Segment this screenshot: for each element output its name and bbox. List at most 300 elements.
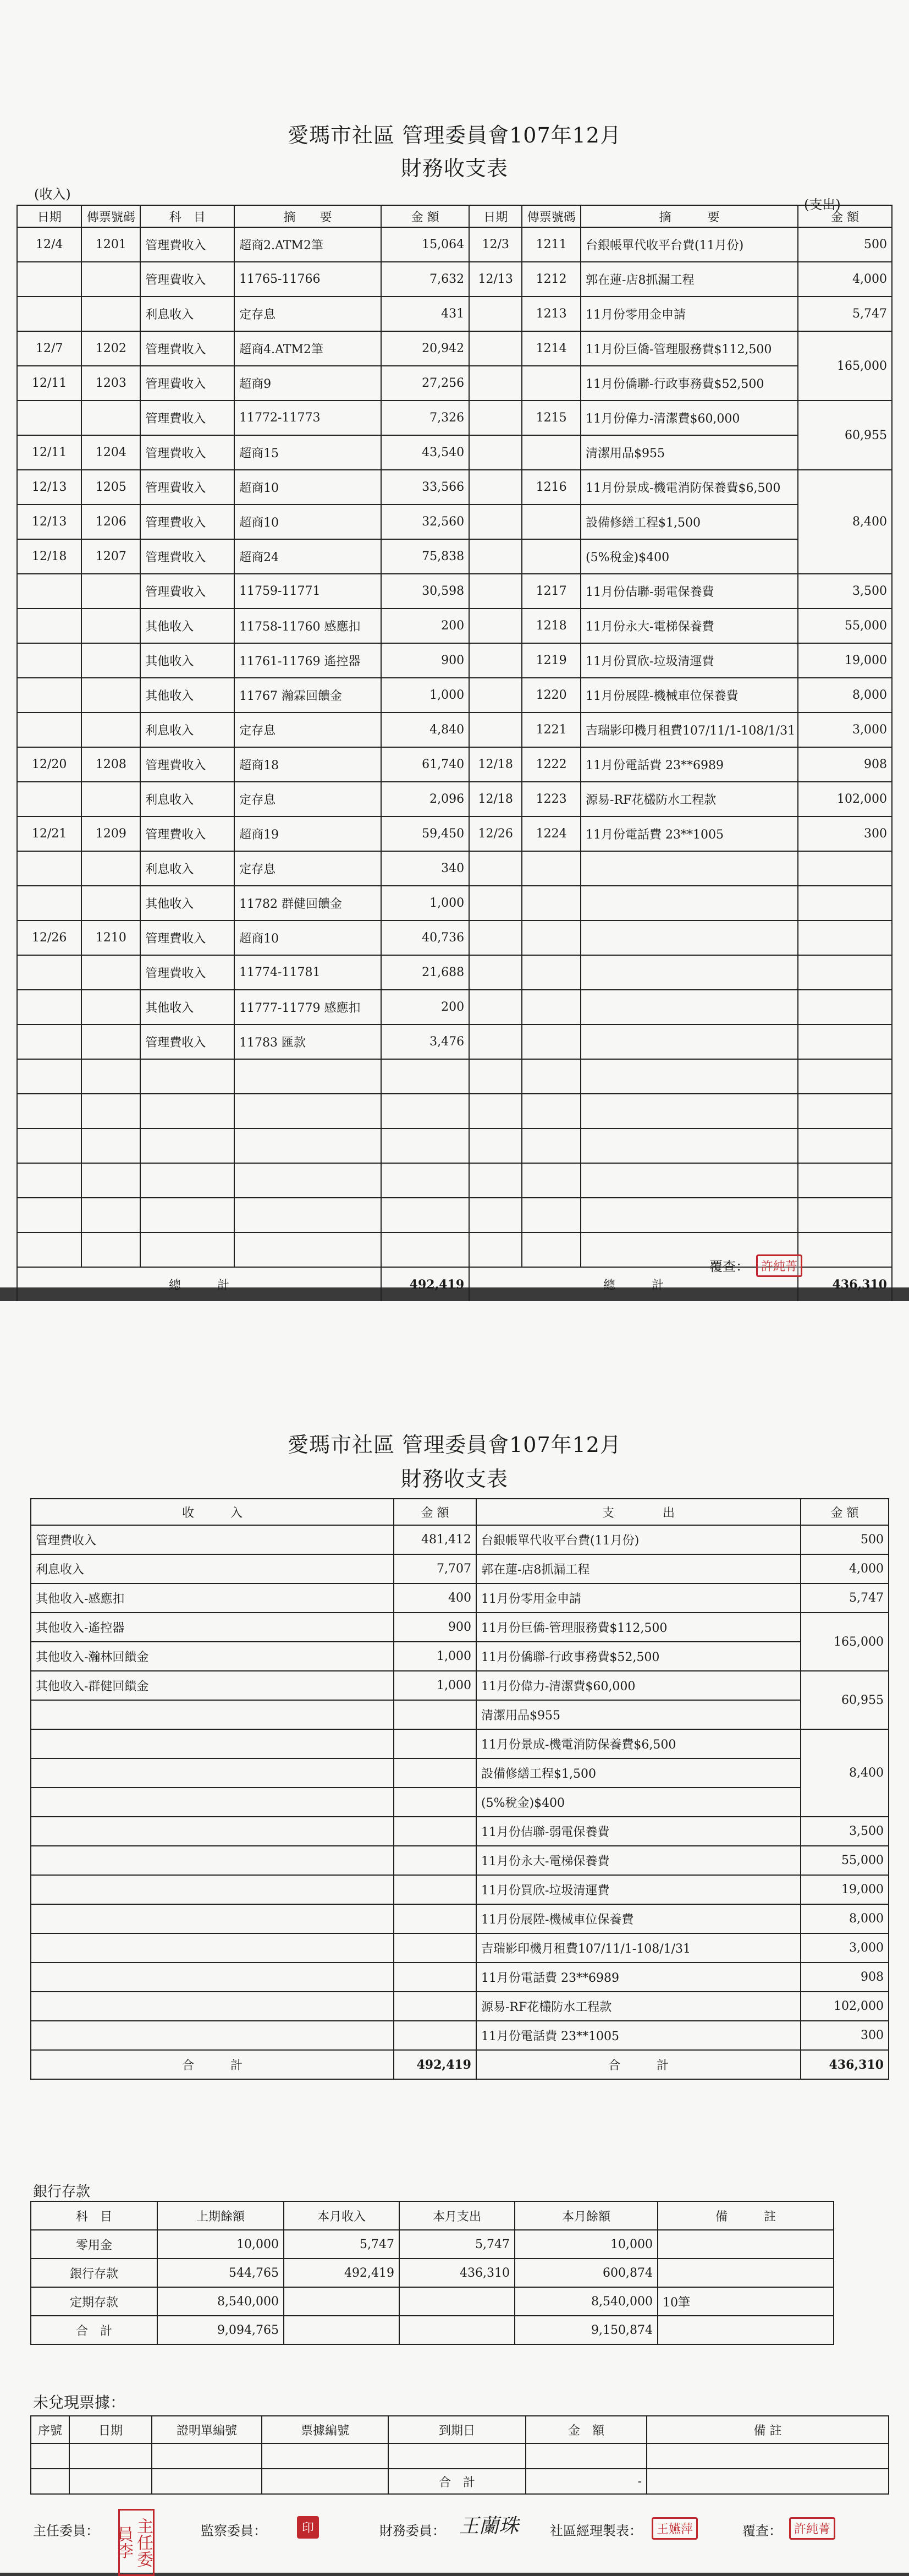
income-cell: 利息收入 <box>140 782 234 816</box>
income-cell: 12/4 <box>17 227 81 262</box>
expense-amount-cell: 55,000 <box>798 609 892 643</box>
expense-cell <box>522 539 581 574</box>
expense-amount-cell: 19,000 <box>798 643 892 678</box>
expense-item-amount: 55,000 <box>801 1846 889 1875</box>
income-cell: 15,064 <box>381 227 469 262</box>
unredeemed-header-cell: 票據編號 <box>262 2416 388 2443</box>
expense-cell: 1215 <box>522 401 581 435</box>
expense-amount-cell <box>798 851 892 886</box>
summary-expense-total-value: 436,310 <box>801 2050 889 2079</box>
expense-cell <box>469 955 522 990</box>
expense-item-label: 11月份巨僑-管理服務費$112,500 <box>476 1613 801 1642</box>
income-cell: 管理費收入 <box>140 816 234 851</box>
income-cell <box>81 782 140 816</box>
expense-amount-cell <box>798 990 892 1024</box>
income-cell: 20,942 <box>381 331 469 366</box>
income-cell <box>234 1094 381 1128</box>
expense-item-label: 11月份永大-電梯保養費 <box>476 1846 801 1875</box>
income-item-amount <box>394 2021 476 2050</box>
income-item-amount <box>394 1817 476 1846</box>
income-cell <box>81 401 140 435</box>
expense-cell <box>522 886 581 920</box>
income-item-amount: 900 <box>394 1613 476 1642</box>
expense-cell: 清潔用品$955 <box>581 435 798 470</box>
expense-cell <box>469 1163 522 1198</box>
table-row <box>31 1583 889 1613</box>
income-cell: 11765-11766 <box>234 262 381 297</box>
table-row <box>31 2316 834 2344</box>
unredeemed-total-label: 合 計 <box>388 2469 526 2494</box>
ledger-header-cell: 金 額 <box>381 205 469 227</box>
income-cell <box>81 955 140 990</box>
income-cell: 11758-11760 感應扣 <box>234 609 381 643</box>
income-cell <box>81 1094 140 1128</box>
monthly-ledger-table <box>16 205 893 1302</box>
unredeemed-total-row <box>31 2469 889 2494</box>
expense-cell: 1219 <box>522 643 581 678</box>
income-cell: 40,736 <box>381 920 469 955</box>
bank-cell: 8,540,000 <box>515 2287 658 2316</box>
expense-amount-cell: 3,000 <box>798 712 892 747</box>
expense-cell <box>469 1059 522 1094</box>
income-item-amount: 7,707 <box>394 1554 476 1583</box>
income-cell: 33,566 <box>381 470 469 505</box>
expense-amount-cell <box>798 886 892 920</box>
expense-amount-cell: 8,000 <box>798 678 892 712</box>
table-row <box>17 227 892 262</box>
income-cell: 管理費收入 <box>140 1024 234 1059</box>
page-2-title: 愛瑪市社區 管理委員會107年12月 <box>288 1433 621 1457</box>
income-item-label <box>31 2021 394 2050</box>
unredeemed-cell <box>31 2469 69 2494</box>
income-cell: 12/20 <box>17 747 81 782</box>
expense-item-amount: 3,000 <box>801 1933 889 1963</box>
income-item-label <box>31 1729 394 1758</box>
income-cell: 200 <box>381 990 469 1024</box>
income-cell: 900 <box>381 643 469 678</box>
income-item-amount: 400 <box>394 1583 476 1613</box>
expense-item-amount: 19,000 <box>801 1875 889 1904</box>
income-item-amount <box>394 1992 476 2021</box>
expense-cell <box>581 1059 798 1094</box>
table-row <box>17 1163 892 1198</box>
expense-cell: 11月份巨僑-管理服務費$112,500 <box>581 331 798 366</box>
income-cell: 1206 <box>81 505 140 539</box>
table-row <box>17 331 892 366</box>
expense-item-label: 吉瑞影印機月租費107/11/1-108/1/31 <box>476 1933 801 1963</box>
expense-cell: 1213 <box>522 297 581 331</box>
income-cell: 管理費收入 <box>140 401 234 435</box>
table-row <box>17 816 892 851</box>
expense-item-label: (5%稅金)$400 <box>476 1788 801 1817</box>
income-cell <box>81 1128 140 1163</box>
expense-amount-cell <box>798 1198 892 1232</box>
expense-cell: 11月份偉力-清潔費$60,000 <box>581 401 798 435</box>
expense-cell: 吉瑞影印機月租費107/11/1-108/1/31 <box>581 712 798 747</box>
income-cell <box>81 262 140 297</box>
income-cell <box>140 1128 234 1163</box>
income-cell <box>17 1094 81 1128</box>
expense-cell <box>469 505 522 539</box>
expense-item-label: 源易-RF花欉防水工程款 <box>476 1992 801 2021</box>
expense-cell: 1220 <box>522 678 581 712</box>
income-total-value: 492,419 <box>381 1267 469 1302</box>
expense-item-label: 11月份電話費 23**6989 <box>476 1963 801 1992</box>
ledger-header-cell: 傳票號碼 <box>522 205 581 227</box>
expense-cell <box>469 678 522 712</box>
income-item-label: 其他收入-瀚林回饋金 <box>31 1642 394 1671</box>
table-row <box>17 1198 892 1232</box>
income-cell: 超商9 <box>234 366 381 401</box>
income-cell <box>140 1198 234 1232</box>
unredeemed-cell <box>152 2443 262 2469</box>
income-cell: 管理費收入 <box>140 331 234 366</box>
ledger-header-cell: 摘 要 <box>581 205 798 227</box>
expense-cell: 1221 <box>522 712 581 747</box>
income-cell: 超商15 <box>234 435 381 470</box>
expense-cell: 11月份永大-電梯保養費 <box>581 609 798 643</box>
income-cell: 超商10 <box>234 470 381 505</box>
table-row <box>17 435 892 470</box>
expense-item-label: 台銀帳單代收平台費(11月份) <box>476 1525 801 1554</box>
expense-cell <box>522 505 581 539</box>
manager-stamp: 王嬿萍 <box>652 2517 698 2540</box>
income-cell: 30,598 <box>381 574 469 609</box>
table-row <box>17 1094 892 1128</box>
expense-cell <box>469 366 522 401</box>
expense-cell <box>522 1198 581 1232</box>
income-cell: 12/18 <box>17 539 81 574</box>
bank-header-cell: 本月支出 <box>399 2201 515 2230</box>
income-label: (收入) <box>34 187 71 202</box>
income-cell: 2,096 <box>381 782 469 816</box>
review-stamp: 許純菁 <box>756 1254 802 1277</box>
expense-cell <box>469 1094 522 1128</box>
income-cell: 超商19 <box>234 816 381 851</box>
expense-cell: 11月份電話費 23**1005 <box>581 816 798 851</box>
income-item-label <box>31 1846 394 1875</box>
table-row <box>17 1059 892 1094</box>
income-cell <box>381 1094 469 1128</box>
expense-cell <box>522 1163 581 1198</box>
income-cell: 12/7 <box>17 331 81 366</box>
table-row <box>17 643 892 678</box>
expense-amount-cell <box>798 1163 892 1198</box>
bank-cell: 定期存款 <box>31 2287 157 2316</box>
income-cell <box>17 643 81 678</box>
expense-cell <box>581 1128 798 1163</box>
expense-cell: 1216 <box>522 470 581 505</box>
expense-item-amount: 300 <box>801 2021 889 2050</box>
expense-cell: (5%稅金)$400 <box>581 539 798 574</box>
expense-cell <box>581 1198 798 1232</box>
income-cell <box>81 609 140 643</box>
table-row <box>31 1904 889 1933</box>
expense-cell: 12/18 <box>469 747 522 782</box>
income-cell <box>81 678 140 712</box>
expense-cell <box>469 1198 522 1232</box>
income-cell <box>81 1232 140 1267</box>
table-row <box>31 1875 889 1904</box>
expense-amount-cell <box>798 1232 892 1267</box>
bank-cell: 10,000 <box>515 2230 658 2259</box>
income-cell: 11772-11773 <box>234 401 381 435</box>
expense-item-label: 11月份景成-機電消防保養費$6,500 <box>476 1729 801 1758</box>
expense-cell <box>469 1232 522 1267</box>
table-row <box>17 747 892 782</box>
expense-amount-cell <box>798 1094 892 1128</box>
expense-amount-cell <box>798 1024 892 1059</box>
unredeemed-cell <box>69 2469 152 2494</box>
expense-item-label: 11月份佶聯-弱電保養費 <box>476 1817 801 1846</box>
expense-cell: 11月份景成-機電消防保養費$6,500 <box>581 470 798 505</box>
income-cell <box>17 782 81 816</box>
expense-item-amount: 908 <box>801 1963 889 1992</box>
expense-cell <box>469 401 522 435</box>
table-row <box>17 1128 892 1163</box>
income-item-label <box>31 1904 394 1933</box>
expense-cell: 源易-RF花欉防水工程款 <box>581 782 798 816</box>
income-cell <box>17 851 81 886</box>
income-item-label: 其他收入-感應扣 <box>31 1583 394 1613</box>
expense-cell <box>522 1024 581 1059</box>
income-cell: 59,450 <box>381 816 469 851</box>
income-cell <box>81 712 140 747</box>
income-cell: 管理費收入 <box>140 227 234 262</box>
income-item-label: 其他收入-遙控器 <box>31 1613 394 1642</box>
expense-cell: 12/18 <box>469 782 522 816</box>
expense-cell: 11月份零用金申請 <box>581 297 798 331</box>
bank-cell: 合 計 <box>31 2316 157 2344</box>
table-row <box>17 712 892 747</box>
income-cell: 超商2.ATM2筆 <box>234 227 381 262</box>
unredeemed-title: 未兌現票據： <box>33 2393 126 2411</box>
expense-total-label: 總 計 <box>469 1267 798 1302</box>
income-cell: 管理費收入 <box>140 539 234 574</box>
expense-cell: 設備修繕工程$1,500 <box>581 505 798 539</box>
expense-cell: 11月份電話費 23**6989 <box>581 747 798 782</box>
expense-item-label: 11月份展陞-機械車位保養費 <box>476 1904 801 1933</box>
income-cell: 43,540 <box>381 435 469 470</box>
unredeemed-cell <box>152 2469 262 2494</box>
chair-stamp: 主任委員李 <box>118 2509 155 2576</box>
income-cell: 管理費收入 <box>140 955 234 990</box>
unredeemed-header-cell: 備 註 <box>647 2416 889 2443</box>
income-cell: 1204 <box>81 435 140 470</box>
expense-item-amount: 5,747 <box>801 1583 889 1613</box>
income-cell <box>81 1059 140 1094</box>
income-cell <box>81 643 140 678</box>
expense-item-label: 郭在蓮-店8抓漏工程 <box>476 1554 801 1583</box>
income-item-label <box>31 1817 394 1846</box>
income-item-amount <box>394 1729 476 1758</box>
expense-cell: 台銀帳單代收平台費(11月份) <box>581 227 798 262</box>
income-cell: 12/21 <box>17 816 81 851</box>
table-row <box>31 2259 834 2287</box>
table-row <box>31 1642 889 1671</box>
income-cell: 利息收入 <box>140 851 234 886</box>
income-cell: 12/11 <box>17 366 81 401</box>
expense-cell <box>469 435 522 470</box>
expense-cell <box>469 1128 522 1163</box>
bank-title: 銀行存款 <box>33 2184 91 2200</box>
income-cell <box>381 1128 469 1163</box>
summary-total-row <box>31 2050 889 2079</box>
income-cell: 75,838 <box>381 539 469 574</box>
income-item-label <box>31 1875 394 1904</box>
income-item-label <box>31 1758 394 1788</box>
expense-amount-cell: 5,747 <box>798 297 892 331</box>
expense-cell <box>581 955 798 990</box>
ledger-header-cell: 科 目 <box>140 205 234 227</box>
income-cell: 200 <box>381 609 469 643</box>
income-cell: 1,000 <box>381 678 469 712</box>
income-cell <box>234 1198 381 1232</box>
summary-header-row <box>31 1499 889 1525</box>
bank-cell <box>658 2259 834 2287</box>
summary-expense-total-label: 合 計 <box>476 2050 801 2079</box>
income-cell: 32,560 <box>381 505 469 539</box>
income-cell: 11761-11769 遙控器 <box>234 643 381 678</box>
ledger-header-cell: 摘 要 <box>234 205 381 227</box>
income-cell: 11774-11781 <box>234 955 381 990</box>
unredeemed-cell <box>647 2469 889 2494</box>
bank-cell <box>658 2230 834 2259</box>
expense-item-amount: 60,955 <box>801 1671 889 1729</box>
income-cell <box>17 678 81 712</box>
bank-cell: 5,747 <box>399 2230 515 2259</box>
expense-cell <box>469 886 522 920</box>
page-1-subtitle: 財務收支表 <box>400 156 508 180</box>
income-cell <box>17 401 81 435</box>
table-row <box>31 1758 889 1788</box>
expense-cell: 郭在蓮-店8抓漏工程 <box>581 262 798 297</box>
income-cell: 超商10 <box>234 920 381 955</box>
income-cell <box>81 990 140 1024</box>
income-item-amount <box>394 1904 476 1933</box>
income-item-amount: 1,000 <box>394 1671 476 1700</box>
income-cell: 超商4.ATM2筆 <box>234 331 381 366</box>
income-item-label <box>31 1933 394 1963</box>
bank-header-cell: 上期餘額 <box>157 2201 284 2230</box>
income-cell: 超商18 <box>234 747 381 782</box>
bank-cell: 銀行存款 <box>31 2259 157 2287</box>
income-item-label: 管理費收入 <box>31 1525 394 1554</box>
table-row <box>17 609 892 643</box>
income-cell <box>81 1163 140 1198</box>
summary-income-total-value: 492,419 <box>394 2050 476 2079</box>
bank-header-row <box>31 2201 834 2230</box>
expense-cell <box>581 1024 798 1059</box>
income-cell: 管理費收入 <box>140 435 234 470</box>
expense-cell: 12/26 <box>469 816 522 851</box>
table-row <box>17 955 892 990</box>
expense-label: (支出) <box>804 197 841 212</box>
unredeemed-header-row <box>31 2416 889 2443</box>
bank-header-cell: 科 目 <box>31 2201 157 2230</box>
expense-amount-cell: 300 <box>798 816 892 851</box>
expense-cell: 11月份展陞-機械車位保養費 <box>581 678 798 712</box>
income-item-label: 利息收入 <box>31 1554 394 1583</box>
income-cell <box>17 1024 81 1059</box>
expense-item-label: 11月份電話費 23**1005 <box>476 2021 801 2050</box>
income-cell: 其他收入 <box>140 643 234 678</box>
bank-header-cell: 本月餘額 <box>515 2201 658 2230</box>
income-cell <box>17 712 81 747</box>
expense-cell <box>469 470 522 505</box>
income-cell: 11777-11779 感應扣 <box>234 990 381 1024</box>
bank-cell: 436,310 <box>399 2259 515 2287</box>
table-row <box>17 920 892 955</box>
expense-cell <box>469 851 522 886</box>
income-cell: 管理費收入 <box>140 262 234 297</box>
expense-amount-cell: 8,400 <box>798 470 892 574</box>
bank-header-cell: 本月收入 <box>284 2201 399 2230</box>
income-cell <box>381 1059 469 1094</box>
expense-cell: 1217 <box>522 574 581 609</box>
income-cell <box>381 1198 469 1232</box>
income-cell <box>81 851 140 886</box>
summary-table <box>30 1498 889 2080</box>
expense-cell <box>469 609 522 643</box>
unredeemed-table <box>30 2415 889 2495</box>
unredeemed-cell <box>262 2469 388 2494</box>
expense-cell <box>522 366 581 401</box>
income-cell <box>17 297 81 331</box>
income-cell <box>234 1059 381 1094</box>
expense-item-label: 設備修繕工程$1,500 <box>476 1758 801 1788</box>
table-row <box>31 2021 889 2050</box>
income-item-amount: 1,000 <box>394 1642 476 1671</box>
income-cell: 340 <box>381 851 469 886</box>
summary-income-total-label: 合 計 <box>31 2050 394 2079</box>
page-2 <box>0 1301 909 2573</box>
expense-cell: 11月份買欣-垃圾清運費 <box>581 643 798 678</box>
income-cell <box>17 1198 81 1232</box>
income-cell: 1205 <box>81 470 140 505</box>
expense-cell <box>522 435 581 470</box>
ledger-header-cell: 日期 <box>469 205 522 227</box>
expense-cell <box>522 1232 581 1267</box>
expense-cell <box>581 851 798 886</box>
bank-cell: 8,540,000 <box>157 2287 284 2316</box>
unredeemed-cell <box>31 2443 69 2469</box>
expense-cell <box>522 955 581 990</box>
income-item-amount: 481,412 <box>394 1525 476 1554</box>
expense-amount-cell: 3,500 <box>798 574 892 609</box>
bank-cell <box>399 2287 515 2316</box>
income-cell: 12/11 <box>17 435 81 470</box>
ledger-header-cell: 日期 <box>17 205 81 227</box>
income-cell: 利息收入 <box>140 297 234 331</box>
income-cell <box>381 1163 469 1198</box>
expense-cell <box>581 1163 798 1198</box>
unredeemed-total-value: - <box>526 2469 647 2494</box>
expense-cell: 1224 <box>522 816 581 851</box>
expense-cell: 1222 <box>522 747 581 782</box>
income-cell <box>234 1128 381 1163</box>
table-row <box>31 1933 889 1963</box>
bank-header-cell: 備 註 <box>658 2201 834 2230</box>
income-cell <box>140 1163 234 1198</box>
expense-item-label: 11月份零用金申請 <box>476 1583 801 1613</box>
unredeemed-cell <box>647 2443 889 2469</box>
income-cell: 11783 匯款 <box>234 1024 381 1059</box>
expense-cell <box>469 1024 522 1059</box>
expense-cell <box>469 712 522 747</box>
income-cell <box>234 1232 381 1267</box>
income-cell: 管理費收入 <box>140 366 234 401</box>
